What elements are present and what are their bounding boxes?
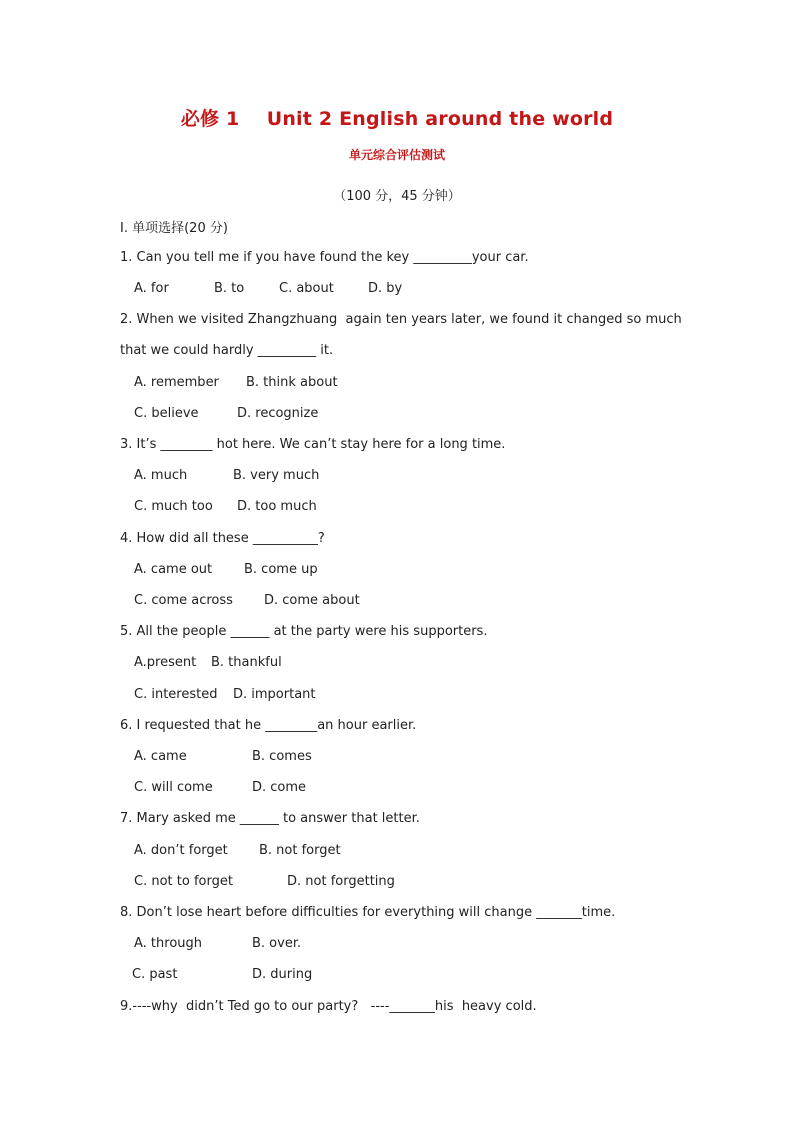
- question-4-option-c: C. come across: [134, 593, 233, 608]
- question-1-text: 1. Can you tell me if you have found the key _________your car.: [120, 250, 529, 265]
- question-8-text: 8. Don’t lose heart before difficulties for everything will change _______time.: [120, 905, 616, 920]
- question-6-option-a: A. came: [134, 749, 187, 764]
- question-4-option-d: D. come about: [264, 593, 360, 608]
- page-title: 必修 1 Unit 2 English around the world: [180, 108, 614, 130]
- question-7-text: 7. Mary asked me ______ to answer that letter.: [120, 811, 420, 826]
- question-2-option-a: A. remember: [134, 375, 219, 390]
- question-6-option-b: B. comes: [252, 749, 312, 764]
- page-subtitle: 单元综合评估测试: [348, 148, 445, 162]
- question-3-option-d: D. too much: [237, 499, 317, 514]
- question-1-option-a: A. for: [134, 281, 169, 296]
- question-1-option-c: C. about: [279, 281, 334, 296]
- question-3-option-b: B. very much: [233, 468, 320, 483]
- question-3-option-c: C. much too: [134, 499, 213, 514]
- question-2-text-line-2: that we could hardly _________ it.: [120, 343, 334, 358]
- question-5-text: 5. All the people ______ at the party were his supporters.: [120, 624, 488, 639]
- section-heading: I. 单项选择(20 分): [120, 221, 228, 236]
- question-6-option-c: C. will come: [134, 780, 213, 795]
- question-4-option-a: A. came out: [134, 562, 213, 577]
- question-4-text: 4. How did all these __________?: [120, 531, 325, 546]
- question-3-option-a: A. much: [134, 468, 188, 483]
- question-8-option-b: B. over.: [252, 936, 302, 951]
- score-time-info: （100 分，45 分钟）: [333, 189, 461, 204]
- question-5-option-b: B. thankful: [211, 655, 282, 670]
- question-7-option-a: A. don’t forget: [134, 843, 228, 858]
- question-1-option-d: D. by: [368, 281, 403, 296]
- question-5-option-c: C. interested: [134, 687, 218, 702]
- question-5-option-a: A.present: [134, 655, 197, 670]
- question-2-option-d: D. recognize: [237, 406, 319, 421]
- question-4-option-b: B. come up: [244, 562, 318, 577]
- question-6-text: 6. I requested that he ________an hour earlier.: [120, 718, 417, 733]
- question-9-text: 9.----why didn’t Ted go to our party? ----_______his heavy cold.: [120, 999, 537, 1014]
- question-3-text: 3. It’s ________ hot here. We can’t stay here for a long time.: [120, 437, 506, 452]
- question-6-option-d: D. come: [252, 780, 307, 795]
- question-7-option-b: B. not forget: [259, 843, 341, 858]
- question-8-option-a: A. through: [134, 936, 203, 951]
- question-8-option-c: C. past: [132, 967, 178, 982]
- question-7-option-d: D. not forgetting: [287, 874, 395, 889]
- question-2-option-c: C. believe: [134, 406, 199, 421]
- question-8-option-d: D. during: [252, 967, 313, 982]
- question-1-option-b: B. to: [214, 281, 245, 296]
- question-2-option-b: B. think about: [246, 375, 338, 390]
- question-2-text-line-1: 2. When we visited Zhangzhuang again ten years later, we found it changed so much: [120, 312, 682, 327]
- question-7-option-c: C. not to forget: [134, 874, 233, 889]
- question-5-option-d: D. important: [233, 687, 316, 702]
